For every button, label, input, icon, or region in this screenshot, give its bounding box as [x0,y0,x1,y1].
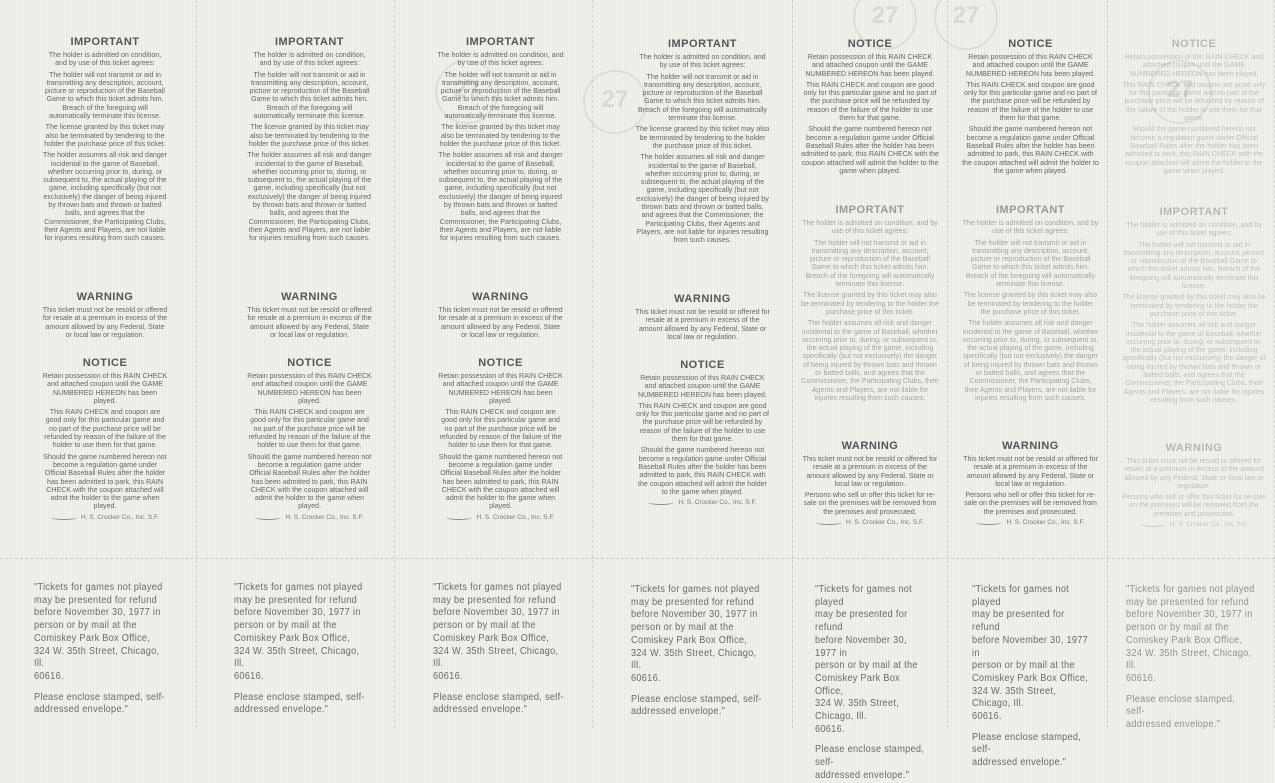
printer-credit [42,514,168,521]
important-heading: IMPORTANT [1159,206,1229,218]
important-para-4: The holder assumes all risk and danger incidental to the game of Baseball, whether occurring prior to, during, or subsequent to, the actual playing of the game, including specifically (but not exclusively) the danger of being injured by thrown bats and thrown or batted balls, and agrees that the Commissioner, the Participating Clubs, their Agents and Players, are not liable for injuries resulting from such causes. [962,319,1099,402]
notice-heading: NOTICE [287,357,332,369]
refund-line: Comiskey Park Box Office, [631,634,748,646]
refund-line: person or by mail at the [972,660,1075,672]
ticket-stub-1 [0,0,197,728]
refund-envelope-line: addressed envelope." [631,706,726,718]
warning-section [801,440,939,526]
notice-para-3: Should the game numbered hereon not become a regulation game under Official Baseball Rules after the holder has been admitted to park, this RAIN CHECK with the coupon attached will admit the holder to the game when played. [247,452,372,511]
warning-para: This ticket must not be resold or offered for resale at a premium in excess of the amount allowed by any Federal, State or local law or regulation. [635,308,770,341]
refund-envelope-line: Please enclose stamped, self- [631,693,762,705]
warning-para: This ticket must not be resold or offered for resale at a premium in excess of the amount allowed by any Federal, State or local law or regulation. [42,306,168,339]
refund-envelope-line: addressed envelope." [972,757,1067,769]
refund-line: 60616. [433,670,463,682]
notice-heading: NOTICE [1171,38,1217,50]
refund-line: Comiskey Park Box Office, [34,632,151,644]
printer-credit [801,519,939,526]
refund-line: before November 30, 1977 in [34,607,161,619]
refund-line: before November 30, 1977 in [1126,609,1253,621]
refund-line: person or by mail at the [34,620,137,632]
notice-heading: NOTICE [82,357,128,369]
refund-line: Comiskey Park Box Office, [234,632,351,644]
warning-section [1122,442,1266,528]
printer-name: H. S. Crocker Co., Inc. S.F. [1006,519,1085,527]
refund-envelope-line: Please enclose stamped, self- [433,691,564,703]
refund-line: before November 30, 1977 in [815,634,907,659]
refund-notice [631,584,768,719]
important-para-1: The holder is admitted on condition, and by use of this ticket agrees: [802,219,938,236]
notice-heading: NOTICE [478,357,523,369]
important-para-4: The holder assumes all risk and danger incidental to the game of Baseball, whether occurring prior to, during, or subsequent to, the actual playing of the game, including specifically (but not exclusively) the danger of being injured by thrown bats and thrown or batted balls, and agrees that the Commissioner, the Participating Clubs, their Agents and Players, are not liable for injuries resulting from such causes. [801,319,939,402]
important-section [635,38,770,248]
notice-para-3: Should the game numbered hereon not become a regulation game under Official Baseball Rules after the holder has been admitted to park, this RAIN CHECK with the coupon attached will admit the holder to the game when played. [438,452,563,511]
refund-line: Comiskey Park Box Office, [1126,634,1243,646]
notice-section [437,357,564,521]
ticket-stub-6 [948,0,1108,769]
refund-line: may be presented for refund [234,594,358,606]
refund-line: before November 30, 1977 in [234,607,361,619]
printer-credit [635,499,770,506]
warning-heading: WARNING [674,293,731,305]
notice-heading: NOTICE [1008,38,1053,50]
printer-logo-icon [255,515,281,520]
important-para-2: The holder will not transmit or aid in transmitting any description, account, picture or reproduction of the Baseball Game to which this ticket admits him. Breach of the foregoing will automatically terminate this license. [45,70,165,121]
refund-line: Comiskey Park Box Office, [972,672,1089,684]
refund-line: person or by mail at the [815,660,918,672]
ticket-stub-5 [793,0,948,781]
refund-line: 324 W. 35th Street, Chicago, Ill. [234,645,360,670]
important-para-3: The license granted by this ticket may also be terminated by tendering to the holder the purchase price of this ticket. [801,291,939,316]
refund-line: may be presented for refund [1126,596,1250,608]
important-para-3: The license granted by this ticket may also be terminated by tendering to the holder the purchase price of this ticket. [248,123,371,148]
important-para-3: The license granted by this ticket may also be terminated by tendering to the holder the purchase price of this ticket. [1122,293,1266,318]
watermark-number: 27 [952,2,980,29]
important-para-2: The holder will not transmit or aid in transmitting any description, account, picture or reproduction of the Baseball Game to which this ticket admits him. Breach of the foregoing will automatically terminate this license. [440,70,561,121]
printer-credit [247,514,372,521]
notice-section [801,38,939,178]
important-para-1: The holder is admitted on condition, and by use of this ticket agrees: [962,219,1099,236]
refund-line: 60616. [631,672,661,684]
printer-credit [437,514,564,521]
refund-notice [815,584,929,783]
printer-credit [962,519,1099,526]
notice-section [247,357,372,521]
printer-name: H. S. Crocker Co., Inc. S.F. [1169,521,1249,529]
important-para-3: The license granted by this ticket may also be terminated by tendering to the holder the purchase price of this ticket. [439,123,562,148]
printer-name: H. S. Crocker Co., Inc. S.F. [285,513,364,521]
important-section [1122,206,1266,407]
printer-credit [1122,521,1266,528]
refund-envelope-line: Please enclose stamped, self- [1126,693,1236,718]
important-para-2: The holder will not transmit or aid in transmitting any description, account, picture or reproduction of the Baseball Game to which this ticket admits him. Breach of the foregoing will automatically terminate this license. [249,70,370,121]
important-para-4: The holder assumes all risk and danger incidental to the game of Baseball, whether occurring prior to, during, or subsequent to, the actual playing of the game, including specifically (but not exclusively) the danger of being injured by thrown bats and thrown or batted balls, and agrees that the Commissioner, the Participating Clubs, their Agents and Players, are not liable for injuries resulting from such causes. [1122,321,1266,404]
important-para-3: The license granted by this ticket may also be terminated by tendering to the holder the purchase price of this ticket. [963,291,1098,316]
refund-notice [972,584,1089,770]
refund-line: may be presented for refund [815,609,908,634]
printer-logo-icon [976,520,1002,525]
refund-notice [433,582,568,717]
printer-logo-icon [51,515,77,520]
ticket-stub-7 [1108,0,1275,731]
refund-line: "Tickets for games not played [34,582,163,593]
refund-line: 324 W. 35th Street, Chicago, Ill. [972,685,1057,710]
refund-line: 324 W. 35th Street, Chicago, Ill. [34,645,160,670]
refund-line: 60616. [815,723,845,735]
warning-section [42,291,168,342]
notice-para-2: This RAIN CHECK and coupon are good only for this particular game and no part of the purchase price will be refunded by reason of the failure of the holder to use them for that game. [1122,80,1266,123]
refund-envelope-line: addressed envelope." [815,769,910,781]
notice-para-1: Retain possession of this RAIN CHECK and attached coupon until the GAME NUMBERED HEREON has been played. [438,372,563,405]
refund-line: "Tickets for games not played [433,582,562,593]
notice-section [42,357,168,521]
warning-heading: WARNING [281,291,338,303]
refund-envelope-line: addressed envelope." [34,704,129,716]
warning-para: This ticket must not be resold or offered for resale at a premium in excess of the amount allowed by any Federal, State or local law or regulation. [247,306,372,339]
important-section [962,204,1099,405]
important-heading: IMPORTANT [667,38,738,50]
refund-envelope-line: addressed envelope." [433,704,528,716]
ticket-stub-2 [197,0,395,728]
notice-para-1: Retain possession of this RAIN CHECK and attached coupon until the GAME NUMBERED HEREON has been played. [42,372,168,405]
refund-line: "Tickets for games not played [1126,584,1255,595]
watermark-number: 27 [871,2,899,29]
refund-envelope-line: addressed envelope." [234,704,329,716]
refund-line: may be presented for refund [433,594,557,606]
refund-envelope-line: Please enclose stamped, self- [34,691,165,703]
printer-logo-icon [648,500,674,505]
notice-section [962,38,1099,178]
printer-name: H. S. Crocker Co., Inc. S.F. [80,513,160,521]
refund-line: Comiskey Park Box Office, [815,672,900,697]
warning-section [635,293,770,344]
refund-line: "Tickets for games not played [815,584,912,608]
warning-para: This ticket must not be resold or offered for resale at a premium in excess of the amount allowed by any Federal, State or local law or regulation. [802,455,938,488]
refund-line: person or by mail at the [631,622,734,634]
notice-heading: NOTICE [680,359,725,371]
warning-extra: Persons who sell or offer this ticket for re-sale on the premises will be removed from the premises and prosecuted. [964,491,1097,516]
watermark-number: 27 [453,76,481,103]
notice-para-1: Retain possession of this RAIN CHECK and attached coupon until the GAME NUMBERED HEREON has been played. [805,53,935,78]
watermark-number: 27 [1166,76,1194,103]
notice-heading: NOTICE [847,38,893,50]
refund-line: 324 W. 35th Street, Chicago, Ill. [815,698,900,723]
refund-line: 60616. [234,670,264,682]
refund-envelope-line: Please enclose stamped, self- [234,691,365,703]
refund-envelope-line: addressed envelope." [1126,719,1221,731]
important-heading: IMPORTANT [995,204,1066,216]
printer-name: H. S. Crocker Co., Inc. S.F. [476,513,555,521]
warning-section [962,440,1099,526]
notice-para-1: Retain possession of this RAIN CHECK and attached coupon until the GAME NUMBERED HEREON has been played. [1124,53,1264,78]
important-para-4: The holder assumes all risk and danger incidental to the game of Baseball, whether occurring prior to, during, or subsequent to, the actual playing of the game, including specifically (but not exclusively) the danger of being injured by thrown bats and thrown or batted balls, and agrees that the Commissioner, the Participating Clubs, their Agents and Players, are not liable for injuries resulting from such causes. [636,153,769,245]
refund-line: person or by mail at the [433,620,536,632]
printer-logo-icon [1140,522,1166,527]
warning-heading: WARNING [841,440,899,452]
warning-heading: WARNING [472,291,529,303]
ticket-stub-4 [593,0,793,728]
notice-section [635,359,770,506]
important-heading: IMPORTANT [465,36,536,48]
warning-section [247,291,372,342]
refund-line: may be presented for refund [34,594,158,606]
warning-para: This ticket must not be resold or offered for resale at a premium in excess of the amount allowed by any Federal, State or local law or regulation. [1124,457,1264,490]
printer-name: H. S. Crocker Co., Inc. S.F. [678,499,757,507]
important-section [247,36,372,246]
important-section [801,204,939,405]
warning-section [437,291,564,342]
notice-para-3: Should the game numbered hereon not become a regulation game under Official Baseball Rules after the holder has been admitted to park, this RAIN CHECK with the coupon attached will admit the holder to the game when played. [1125,125,1263,175]
notice-para-2: This RAIN CHECK and coupon are good only for this particular game and no part of the purchase price will be refunded by reason of the failure of the holder to use them for that game. [248,408,371,450]
refund-notice [1126,584,1255,732]
refund-line: 324 W. 35th Street, Chicago, Ill. [1126,647,1252,672]
notice-section [1122,38,1266,178]
refund-line: 60616. [1126,672,1156,684]
notice-para-3: Should the game numbered hereon not become a regulation game under Official Baseball Rules after the holder has been admitted to park, this RAIN CHECK with the coupon attached will admit the holder to the game when played. [43,452,167,511]
refund-envelope-line: Please enclose stamped, self- [972,731,1082,756]
refund-line: 324 W. 35th Street, Chicago, Ill. [631,647,757,672]
watermark-number: 27 [601,86,629,113]
refund-line: before November 30, 1977 in [631,609,758,621]
perforation-line [0,558,1275,559]
important-para-4: The holder assumes all risk and danger incidental to the game of Baseball, whether occurring prior to, during, or subsequent to, the actual playing of the game, including specifically (but not exclusively) the danger of being injured by thrown bats and thrown or batted balls, and agrees that the Commissioner, the Participating Clubs, their Agents and Players, are not liable for injuries resulting from such causes. [438,151,563,243]
refund-line: Comiskey Park Box Office, [433,632,550,644]
notice-para-2: This RAIN CHECK and coupon are good only for this particular game and no part of the purchase price will be refunded by reason of the failure of the holder to use them for that game. [636,401,769,444]
refund-line: before November 30, 1977 in [972,634,1089,659]
refund-line: "Tickets for games not played [972,584,1069,608]
important-section [42,36,168,246]
notice-para-2: This RAIN CHECK and coupon are good only for this particular game and no part of the purchase price will be refunded by reason of the failure of the holder to use them for that game. [439,408,562,450]
refund-line: before November 30, 1977 in [433,607,560,619]
important-para-4: The holder assumes all risk and danger incidental to the game of Baseball, whether occurring prior to, during, or subsequent to, the actual playing of the game, including specifically (but not exclusively) the danger of being injured by thrown bats and thrown or batted balls, and agrees that the Commissioner, the Participating Clubs, their Agents and Players, are not liable for injuries resulting from such causes. [42,151,168,243]
refund-line: 60616. [34,670,64,682]
printer-name: H. S. Crocker Co., Inc. S.F. [845,519,925,527]
printer-logo-icon [446,515,472,520]
warning-para: This ticket must not be resold or offered for resale at a premium in excess of the amount allowed by any Federal, State or local law or regulation. [438,306,563,339]
refund-line: "Tickets for games not played [234,582,363,593]
important-para-3: The license granted by this ticket may also be terminated by tendering to the holder the purchase price of this ticket. [635,125,770,150]
refund-line: 324 W. 35th Street, Chicago, Ill. [433,645,559,670]
warning-para: This ticket must not be resold or offered for resale at a premium in excess of the amount allowed by any Federal, State or local law or regulation. [963,455,1098,488]
refund-line: person or by mail at the [1126,622,1229,634]
refund-line: 60616. [972,711,1002,723]
ticket-stub-3 [395,0,593,728]
important-para-1: The holder is admitted on condition, and by use of this ticket agrees: [253,51,366,68]
refund-line: "Tickets for games not played [631,584,760,595]
notice-para-2: This RAIN CHECK and coupon are good only for this particular game and no part of the purchase price will be refunded by reason of the failure of the holder to use them for that game. [964,80,1097,123]
important-heading: IMPORTANT [70,36,140,48]
warning-extra: Persons who sell or offer this ticket for re-sale on the premises will be removed from the premises and prosecuted. [803,491,937,516]
important-para-1: The holder is admitted on condition, and by use of this ticket agrees: [48,51,162,68]
important-heading: IMPORTANT [274,36,345,48]
notice-para-3: Should the game numbered hereon not become a regulation game under Official Baseball Rules after the holder has been admitted to park, this RAIN CHECK with the coupon attached will admit the holder to the game when played. [801,125,939,175]
refund-envelope-line: Please enclose stamped, self- [815,744,925,769]
important-para-1: The holder is admitted on condition, and by use of this ticket agrees: [639,53,766,70]
important-para-1: The holder is admitted on condition, and by use of this ticket agrees: [1126,221,1262,238]
refund-notice [234,582,370,717]
warning-heading: WARNING [1002,440,1059,452]
notice-para-3: Should the game numbered hereon not become a regulation game under Official Baseball Rules after the holder has been admitted to park, this RAIN CHECK with the coupon attached will admit the holder to the game when played. [638,446,767,496]
important-para-1: The holder is admitted on condition, and by use of this ticket agrees: [437,51,564,68]
important-section [437,36,564,246]
warning-heading: WARNING [76,291,134,303]
important-para-2: The holder will not transmit or aid in transmitting any description, account, picture or reproduction of the Baseball Game to which this ticket admits him. Breach of the foregoing will automatically terminate this license. [966,238,1095,289]
notice-para-1: Retain possession of this RAIN CHECK and attached coupon until the GAME NUMBERED HEREON has been played. [247,372,372,405]
printer-logo-icon [816,520,842,525]
notice-para-1: Retain possession of this RAIN CHECK and attached coupon until the GAME NUMBERED HEREON has been played. [638,374,767,399]
important-para-2: The holder will not transmit or aid in transmitting any description, account, picture or reproduction of the Baseball Game to which this ticket admits him. Breach of the foregoing will automatically terminate this license. [1123,240,1265,291]
notice-para-2: This RAIN CHECK and coupon are good only for this particular game and no part of the purchase price will be refunded by reason of the failure of the holder to use them for that game. [44,408,166,450]
warning-extra: Persons who sell or offer this ticket for re-sale on the premises will be removed from the premises and prosecuted. [1122,493,1266,518]
important-para-3: The license granted by this ticket may also be terminated by tendering to the holder the purchase price of this ticket. [44,123,166,148]
refund-line: may be presented for refund [631,596,755,608]
notice-para-1: Retain possession of this RAIN CHECK and attached coupon until the GAME NUMBERED HEREON has been played. [966,53,1095,78]
warning-heading: WARNING [1165,442,1223,454]
important-para-2: The holder will not transmit or aid in transmitting any description, account, picture or reproduction of the Baseball Game to which this ticket admits him. Breach of the foregoing will automatically terminate this license. [805,238,935,289]
important-para-4: The holder assumes all risk and danger incidental to the game of Baseball, whether occurring prior to, during, or subsequent to, the actual playing of the game, including specifically (but not exclusively) the danger of being injured by thrown bats and thrown or batted balls, and agrees that the Commissioner, the Participating Clubs, their Agents and Players, are not liable for injuries resulting from such causes. [247,151,372,243]
important-heading: IMPORTANT [835,204,905,216]
refund-line: person or by mail at the [234,620,337,632]
notice-para-2: This RAIN CHECK and coupon are good only for this particular game and no part of the purchase price will be refunded by reason of the failure of the holder to use them for that game. [803,80,937,123]
refund-notice [34,582,172,717]
important-para-2: The holder will not transmit or aid in transmitting any description, account, picture or reproduction of the Baseball Game to which this ticket admits him. Breach of the foregoing will automatically terminate this license. [638,72,767,123]
refund-line: may be presented for refund [972,609,1065,634]
notice-para-3: Should the game numbered hereon not become a regulation game under Official Baseball Rules after the holder has been admitted to park, this RAIN CHECK with the coupon attached will admit the holder to the game when played. [962,125,1099,175]
